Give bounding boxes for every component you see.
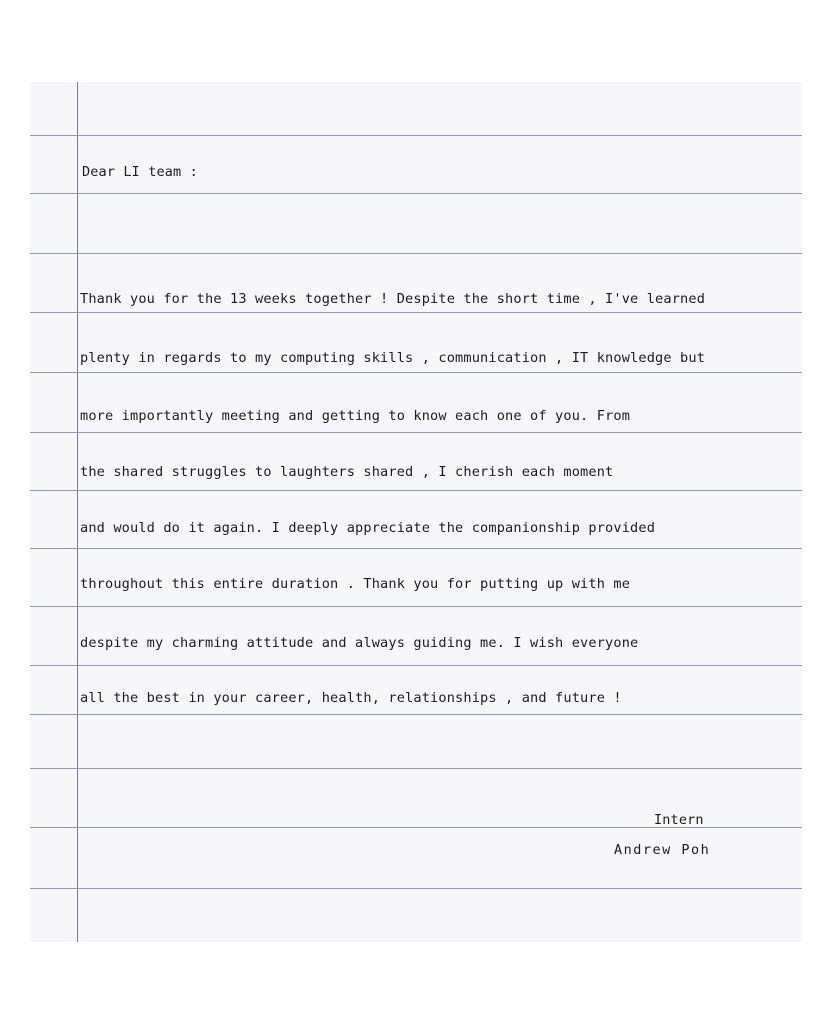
- letter-line: throughout this entire duration . Thank you for putting up with me: [80, 576, 631, 592]
- letter-line: more importantly meeting and getting to know each one of you. From: [80, 408, 631, 424]
- lined-paper: [30, 82, 802, 942]
- signature-name: Andrew Poh: [614, 842, 711, 858]
- ruled-line: [30, 312, 802, 313]
- margin-line: [77, 82, 78, 942]
- ruled-line: [30, 606, 802, 607]
- ruled-line: [30, 548, 802, 549]
- letter-line: plenty in regards to my computing skills , communication , IT knowledge but: [80, 350, 706, 366]
- ruled-line: [30, 714, 802, 715]
- ruled-line: [30, 490, 802, 491]
- letter-line: Thank you for the 13 weeks together ! Despite the short time , I've learned: [80, 291, 706, 307]
- ruled-line: [30, 193, 802, 194]
- signature-title: Intern: [654, 812, 704, 828]
- ruled-line: [30, 888, 802, 889]
- ruled-line: [30, 665, 802, 666]
- letter-line: all the best in your career, health, relationships , and future !: [80, 690, 622, 706]
- ruled-line: [30, 253, 802, 254]
- ruled-line: [30, 768, 802, 769]
- letter-line: despite my charming attitude and always guiding me. I wish everyone: [80, 635, 639, 651]
- letter-line: and would do it again. I deeply appreciate the companionship provided: [80, 520, 656, 536]
- ruled-line: [30, 432, 802, 433]
- letter-line: the shared struggles to laughters shared , I cherish each moment: [80, 464, 614, 480]
- ruled-line: [30, 135, 802, 136]
- ruled-line: [30, 372, 802, 373]
- salutation: Dear LI team :: [82, 164, 198, 180]
